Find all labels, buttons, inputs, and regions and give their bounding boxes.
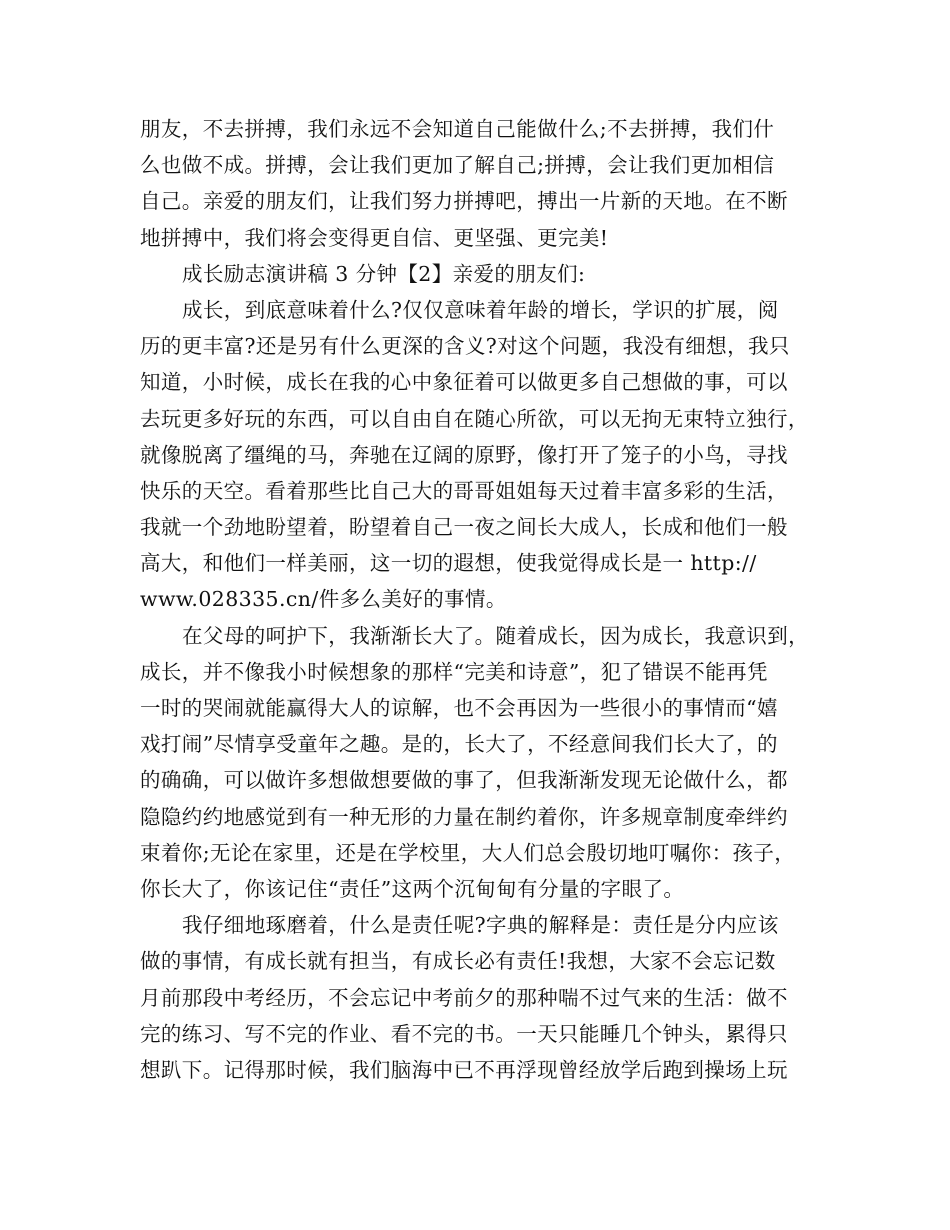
text-line: 我仔细地琢磨着，什么是责任呢?字典的解释是：责任是分内应该: [182, 913, 779, 938]
text-line: 去玩更多好玩的东西，可以自由自在随心所欲，可以无拘无束特立独行，: [140, 406, 809, 431]
text-line: 成长，到底意味着什么?仅仅意味着年龄的增长，学识的扩展，阅: [182, 297, 779, 322]
text-line: 么也做不成。拼搏，会让我们更加了解自己;拼搏，会让我们更加相信: [140, 153, 775, 178]
text-line: 成长励志演讲稿 3 分钟【2】亲爱的朋友们:: [182, 261, 586, 286]
text-line: 一时的哭闹就能赢得大人的谅解，也不会再因为一些很小的事情而“嬉: [140, 696, 778, 720]
text-line: 历的更丰富?还是另有什么更深的含义?对这个问题，我没有细想，我只: [140, 334, 790, 359]
text-line: 的确确，可以做许多想做想要做的事了，但我渐渐发现无论做什么，都: [140, 768, 788, 793]
text-line: 知道，小时候，成长在我的心中象征着可以做更多自己想做的事，可以: [140, 370, 788, 395]
text-line: 高大，和他们一样美丽，这一切的遐想，使我觉得成长是一 http://: [140, 551, 757, 576]
text-line: 戏打闹”尽情享受童年之趣。是的，长大了，不经意间我们长大了，的: [140, 732, 778, 757]
text-line: www.028335.cn/件多么美好的事情。: [140, 587, 507, 612]
document-body: [140, 111, 812, 1088]
text-line: 月前那段中考经历，不会忘记中考前夕的那种喘不过气来的生活：做不: [140, 985, 788, 1010]
text-line: 做的事情，有成长就有担当，有成长必有责任!我想，大家不会忘记数: [140, 949, 776, 974]
text-line: 成长，并不像我小时候想象的那样“完美和诗意”，犯了错误不能再凭: [140, 659, 768, 684]
text-line: 隐隐约约地感觉到有一种无形的力量在制约着你，许多规章制度牵绊约: [140, 804, 788, 829]
text-line: 地拼搏中，我们将会变得更自信、更坚强、更完美!: [140, 225, 609, 250]
text-line: 朋友，不去拼搏，我们永远不会知道自己能做什么;不去拼搏，我们什: [140, 117, 775, 141]
text-line: 快乐的天空。看着那些比自己大的哥哥姐姐每天过着丰富多彩的生活，: [140, 478, 788, 503]
text-line: 就像脱离了缰绳的马，奔驰在辽阔的原野，像打开了笼子的小鸟，寻找: [140, 442, 788, 467]
text-line: 自己。亲爱的朋友们，让我们努力拼搏吧，搏出一片新的天地。在不断: [140, 189, 788, 214]
text-line: 束着你;无论在家里，还是在学校里，大人们总会殷切地叮嘱你：孩子，: [140, 840, 796, 865]
text-line: 完的练习、写不完的作业、看不完的书。一天只能睡几个钟头，累得只: [140, 1021, 788, 1046]
text-line: 你长大了，你该记住“责任”这两个沉甸甸有分量的字眼了。: [140, 876, 685, 901]
text-line: 想趴下。记得那时候，我们脑海中已不再浮现曾经放学后跑到操场上玩: [140, 1057, 788, 1082]
text-line: 我就一个劲地盼望着，盼望着自己一夜之间长大成人，长成和他们一般: [140, 515, 788, 540]
text-line: 在父母的呵护下，我渐渐长大了。随着成长，因为成长，我意识到，: [182, 623, 809, 648]
